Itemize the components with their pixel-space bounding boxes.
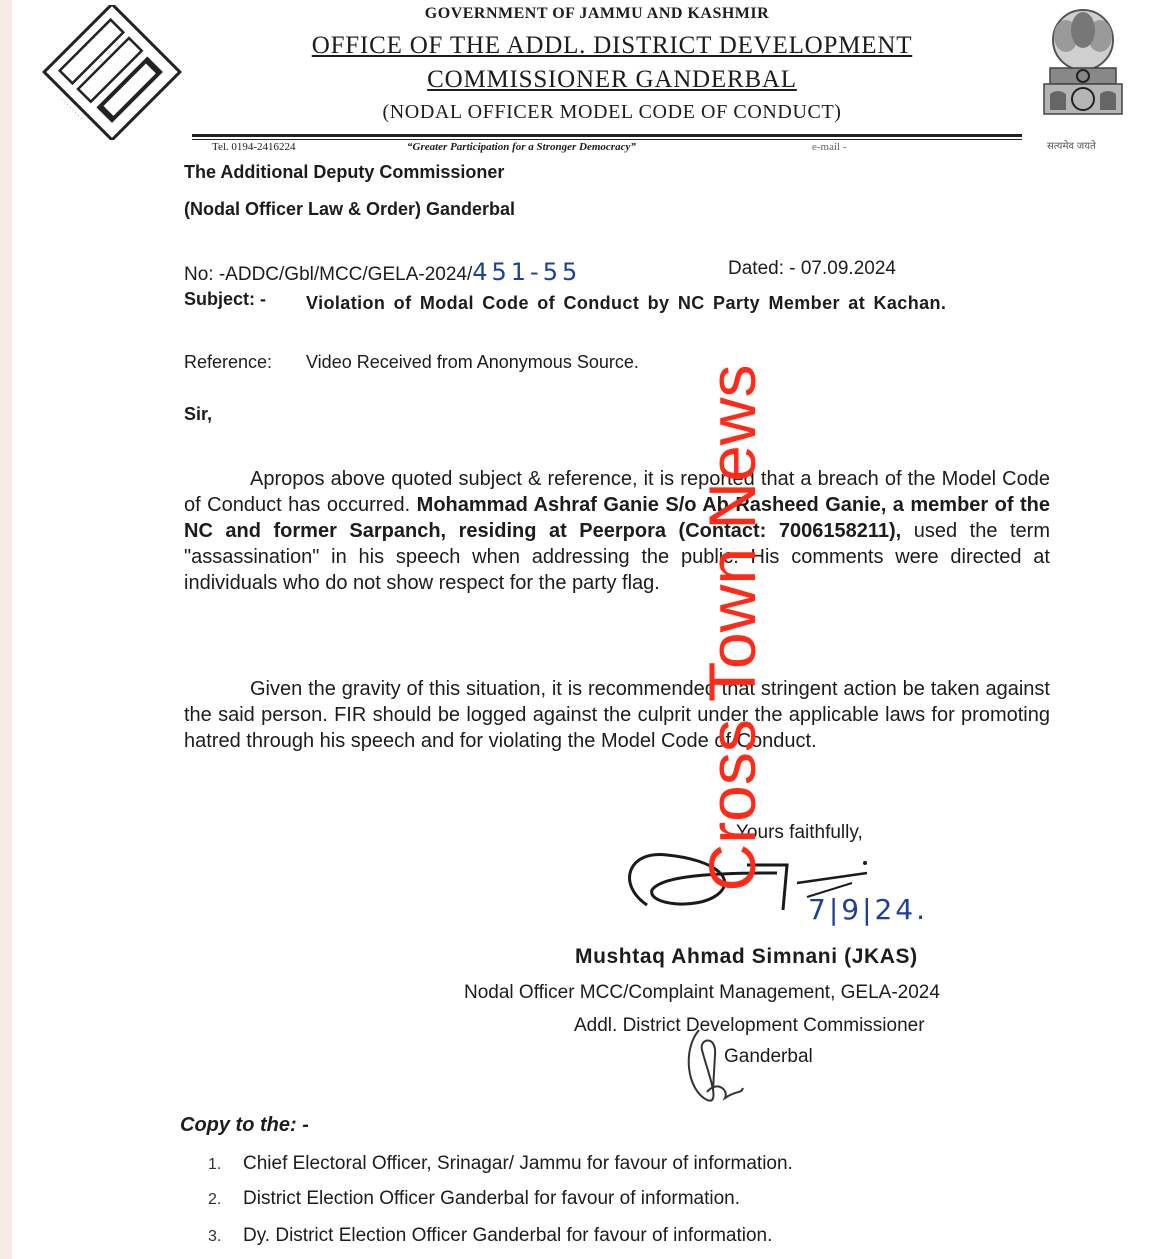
header-rule	[192, 134, 1022, 137]
signatory-designation-2: Addl. District Development Commissioner	[574, 1015, 925, 1036]
nodal-subtitle: (NODAL OFFICER MODEL CODE OF CONDUCT)	[382, 101, 842, 123]
copy-to-item-text: District Election Officer Ganderbal for favour of information.	[243, 1188, 741, 1209]
signature-date-handwritten: 7|9|24.	[808, 893, 929, 926]
copy-to-label: Copy to the: -	[180, 1114, 309, 1136]
copy-to-item-number: 3.	[208, 1228, 222, 1245]
signatory-name: Mushtaq Ahmad Simnani (JKAS)	[575, 945, 918, 968]
closing: Yours faithfully,	[736, 822, 863, 843]
government-heading: GOVERNMENT OF JAMMU AND KASHMIR	[424, 5, 770, 22]
reference-text: Video Received from Anonymous Source.	[306, 352, 639, 372]
initials-scribble	[677, 1020, 767, 1110]
copy-to-item	[208, 1188, 740, 1210]
paragraph1-text-a: Apropos above quoted subject & reference, it is reported that a breach of the Model Code of Conduct has occurred.	[184, 468, 1050, 516]
copy-to-item	[208, 1225, 772, 1247]
copy-to-item-text: Dy. District Election Officer Ganderbal for favour of information.	[243, 1225, 773, 1246]
subject-label: Subject: -	[184, 289, 267, 309]
emblem-caption: सत्यमेव जयते	[1047, 141, 1096, 152]
letter-date: Dated: - 07.09.2024	[728, 258, 896, 279]
office-title-line2: COMMISSIONER GANDERBAL	[427, 66, 797, 93]
copy-to-item	[208, 1153, 793, 1175]
recipient-line2: (Nodal Officer Law & Order) Ganderbal	[184, 199, 516, 219]
copy-to-item-text: Chief Electoral Officer, Srinagar/ Jammu for favour of information.	[243, 1153, 793, 1174]
watermark-text: Cross Town News	[695, 364, 769, 892]
signatory-designation-1: Nodal Officer MCC/Complaint Management, GELA-2024	[464, 982, 940, 1003]
reference-number-handwritten: 451-55	[472, 258, 582, 286]
telephone-line: Tel. 0194-2416224	[212, 141, 296, 153]
office-title-line1: OFFICE OF THE ADDL. DISTRICT DEVELOPMENT	[311, 32, 913, 59]
email-line: e-mail -	[812, 141, 847, 153]
document-page	[12, 0, 1170, 1259]
recipient-line1: The Additional Deputy Commissioner	[184, 162, 505, 182]
paragraph1-accused-details: Mohammad Ashraf Ganie S/o Ab Rasheed Ganie, a member of the NC and former Sarpanch, residing at Peerpora (Contact: 7006158211),	[184, 494, 1051, 542]
signatory-designation-3: Ganderbal	[724, 1046, 813, 1067]
body-paragraph-1	[184, 466, 1050, 596]
paragraph1-text-b: used the term "assassination" in his speech when addressing the public. His comments were directed at individuals who do not show respect for the party flag.	[184, 520, 1050, 594]
copy-to-item-number: 2.	[208, 1191, 222, 1208]
salutation: Sir,	[184, 404, 213, 424]
reference-number-printed: No: -ADDC/Gbl/MCC/GELA-2024/	[184, 264, 473, 285]
copy-to-item-number: 1.	[208, 1156, 222, 1173]
header-rule-thin	[192, 139, 1022, 140]
body-paragraph-2	[184, 676, 1050, 754]
svg-text:· · · · · · · ·: · · · · · · · ·	[58, 96, 84, 122]
motto: “Greater Participation for a Stronger Democracy”	[407, 141, 636, 153]
paragraph2-text: Given the gravity of this situation, it is recommended that stringent action be taken against the said person. FIR should be logged against the culprit under the applicable laws for promoting hatred through his speech and for violating the Model Code of Conduct.	[184, 678, 1050, 752]
subject-text: Violation of Modal Code of Conduct by NC Party Member at Kachan.	[306, 293, 947, 313]
page-edge-shadow	[0, 0, 12, 1259]
reference-number	[184, 258, 581, 286]
reference-label: Reference:	[184, 352, 273, 372]
